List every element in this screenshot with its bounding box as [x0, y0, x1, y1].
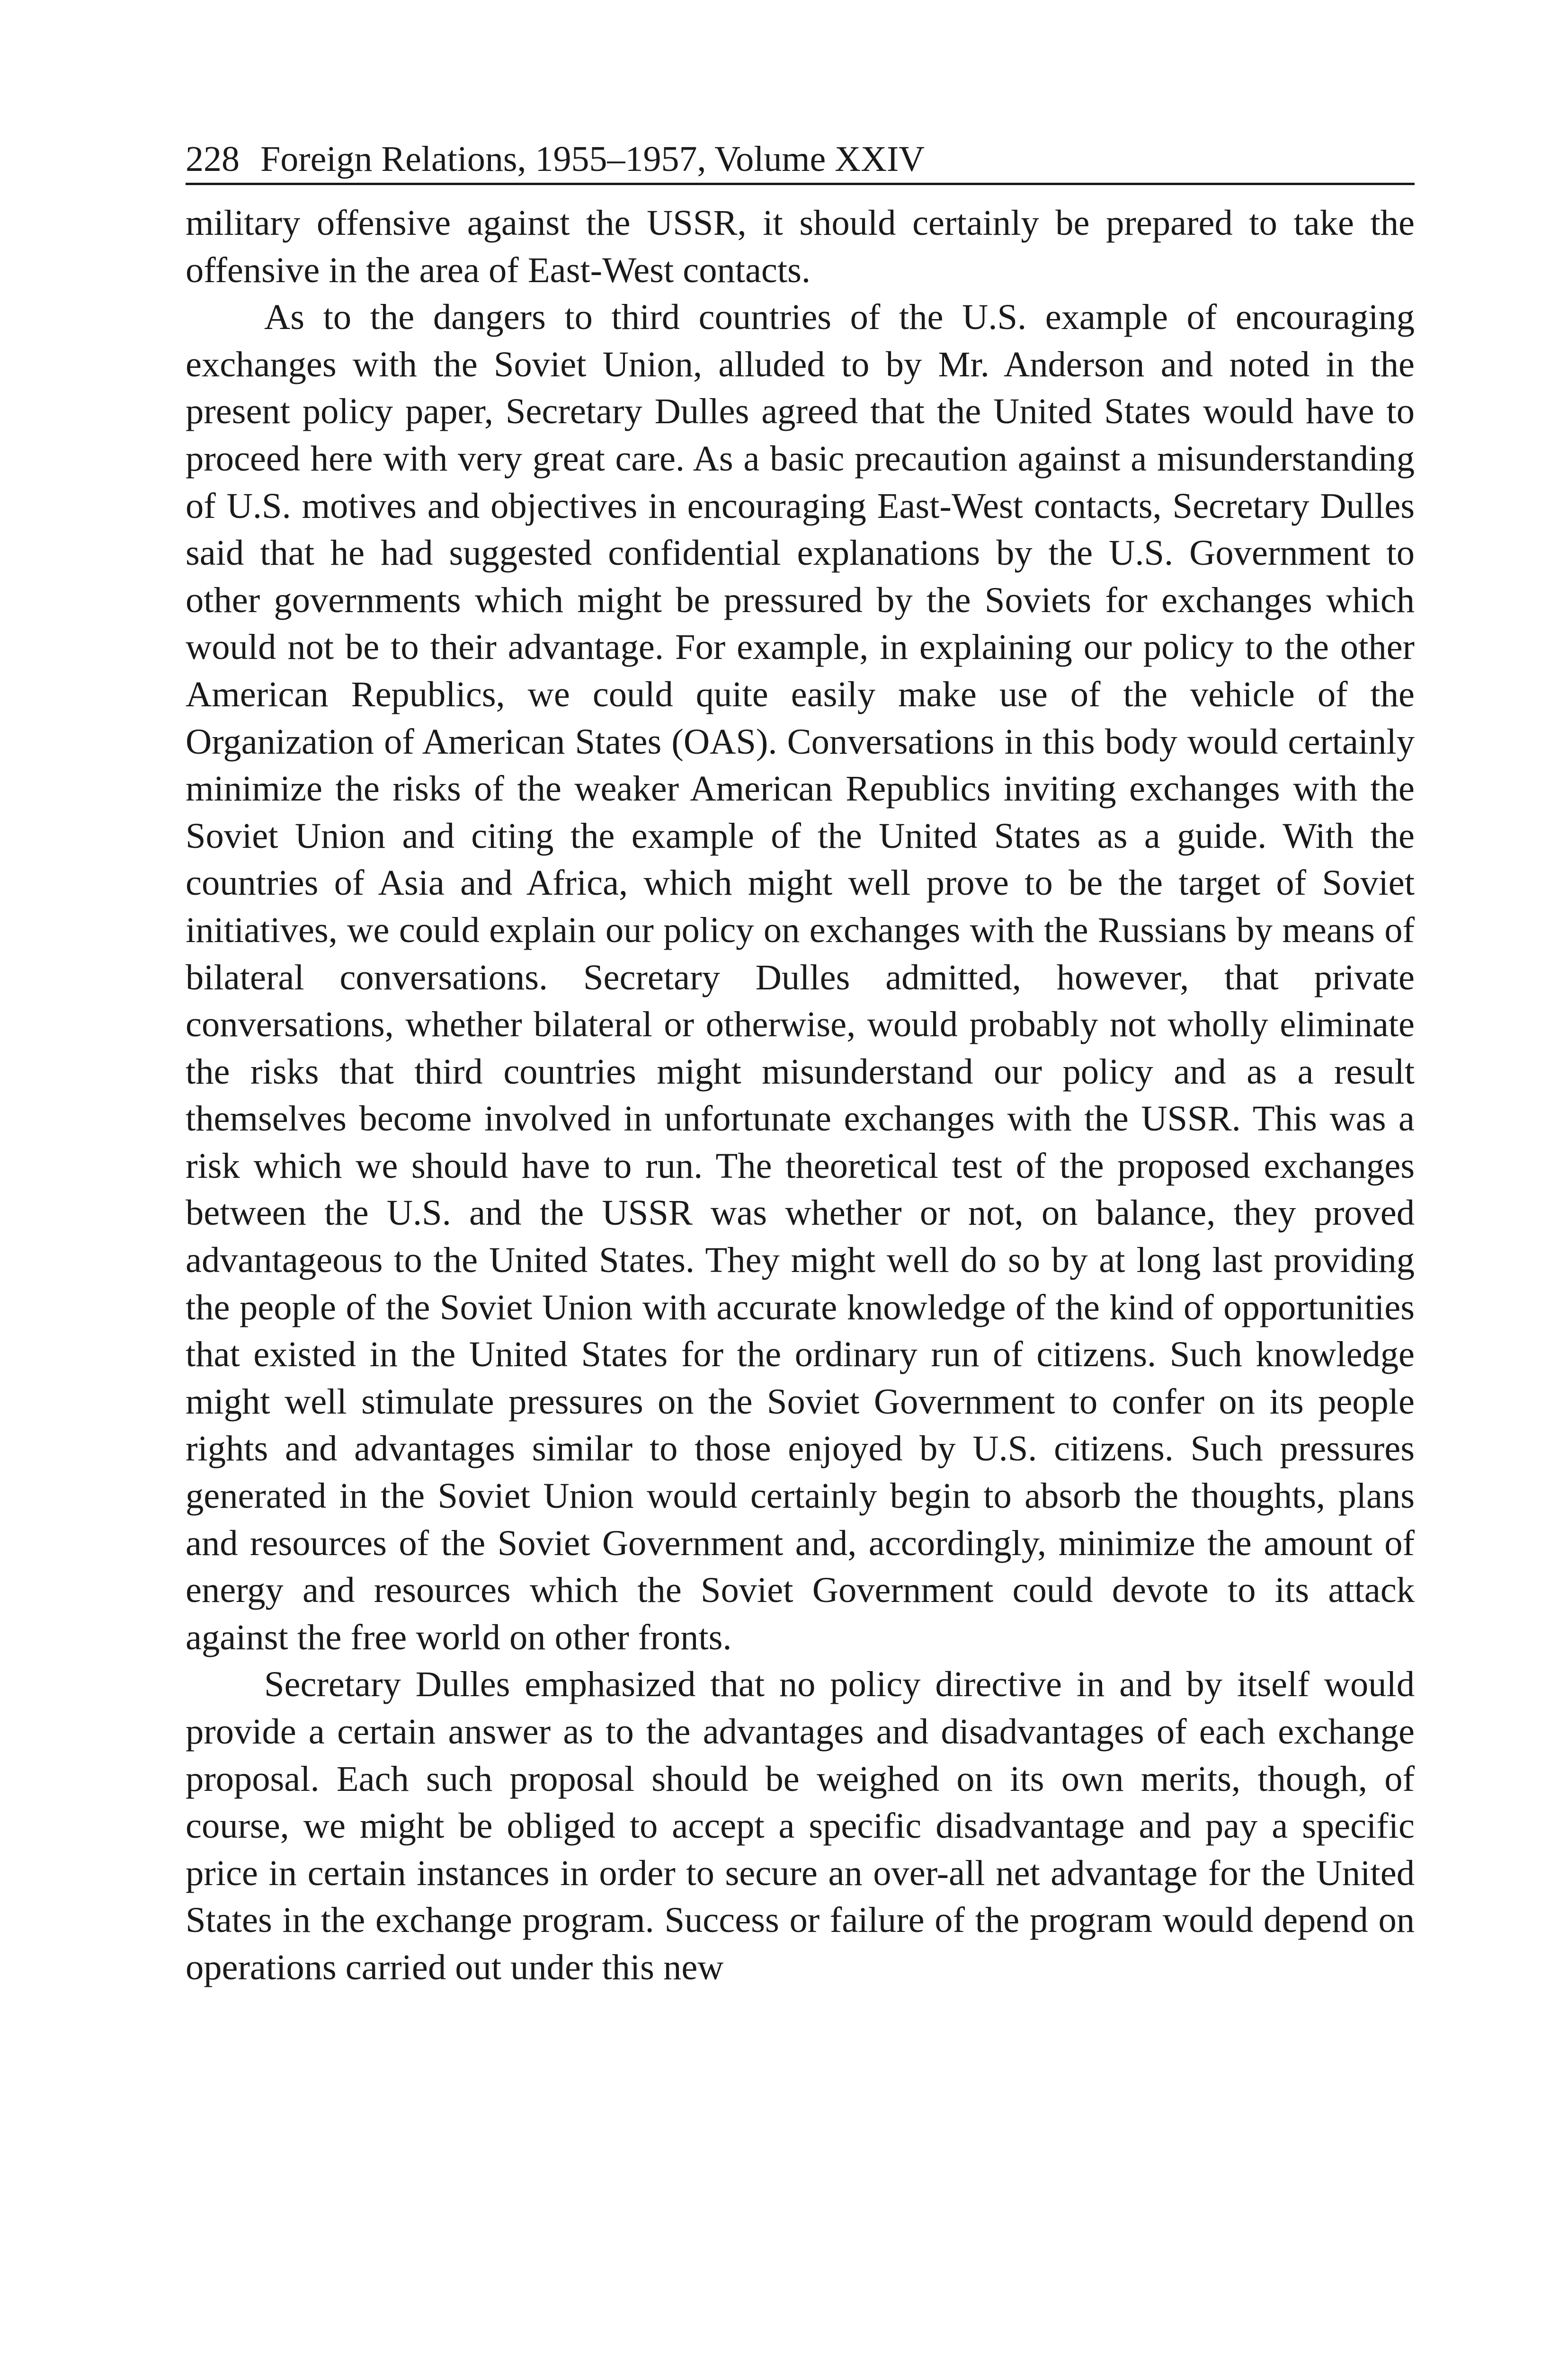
- paragraph-continuation: military offensive against the USSR, it should certainly be prepared to take the offensive in the area of East-West contacts.: [186, 203, 1415, 290]
- document-page: [186, 137, 1415, 1991]
- paragraph-third-country-dangers: As to the dangers to third countries of the U.S. example of encouraging exchanges with the Soviet Union, alluded to by Mr. Anderson and noted in the present policy paper, Secretary Dulles agreed that the United States would have to proceed here with very great care. As a basic precaution against a misunderstanding of U.S. motives and objectives in encouraging East-West contacts, Secretary Dulles said that he had suggested confidential explanations by the U.S. Government to other governments which might be pressured by the Soviets for exchanges which would not be to their advantage. For example, in explaining our policy to the other American Republics, we could quite easily make use of the vehicle of the Organization of American States (OAS). Conversations in this body would certainly minimize the risks of the weaker American Republics inviting exchanges with the Soviet Union and citing the example of the United States as a guide. With the countries of Asia and Africa, which might well prove to be the target of Soviet initiatives, we could explain our policy on exchanges with the Russians by means of bilateral conversations. Secretary Dulles admitted, however, that private conversations, whether bilateral or otherwise, would probably not wholly eliminate the risks that third countries might misunderstand our policy and as a result themselves become involved in unfortunate exchanges with the USSR. This was a risk which we should have to run. The theoretical test of the proposed exchanges between the U.S. and the USSR was whether or not, on balance, they proved advantageous to the United States. They might well do so by at long last providing the people of the Soviet Union with accurate knowledge of the kind of opportunities that existed in the United States for the ordinary run of citizens. Such knowledge might well stimulate pressures on the Soviet Government to confer on its people rights and advantages similar to those enjoyed by U.S. citizens. Such pressures generated in the Soviet Union would certainly begin to absorb the thoughts, plans and resources of the Soviet Government and, accordingly, minimize the amount of energy and resources which the Soviet Government could devote to its attack against the free world on other fronts.: [186, 297, 1415, 1657]
- running-title: Foreign Relations, 1955–1957, Volume XXIV: [260, 139, 925, 179]
- paragraph-policy-directive: Secretary Dulles emphasized that no policy directive in and by itself would provide a certain answer as to the advantages and disadvantages of each exchange proposal. Each such proposal should be weighed on its own merits, though, of course, we might be obliged to accept a specific disadvantage and pay a specific price in certain instances in order to secure an over-all net advantage for the United States in the exchange program. Success or failure of the program would depend on operations carried out under this new: [186, 1664, 1415, 1987]
- page-number: 228: [186, 139, 240, 179]
- body-text: [186, 199, 1415, 1991]
- running-header: [186, 137, 1415, 185]
